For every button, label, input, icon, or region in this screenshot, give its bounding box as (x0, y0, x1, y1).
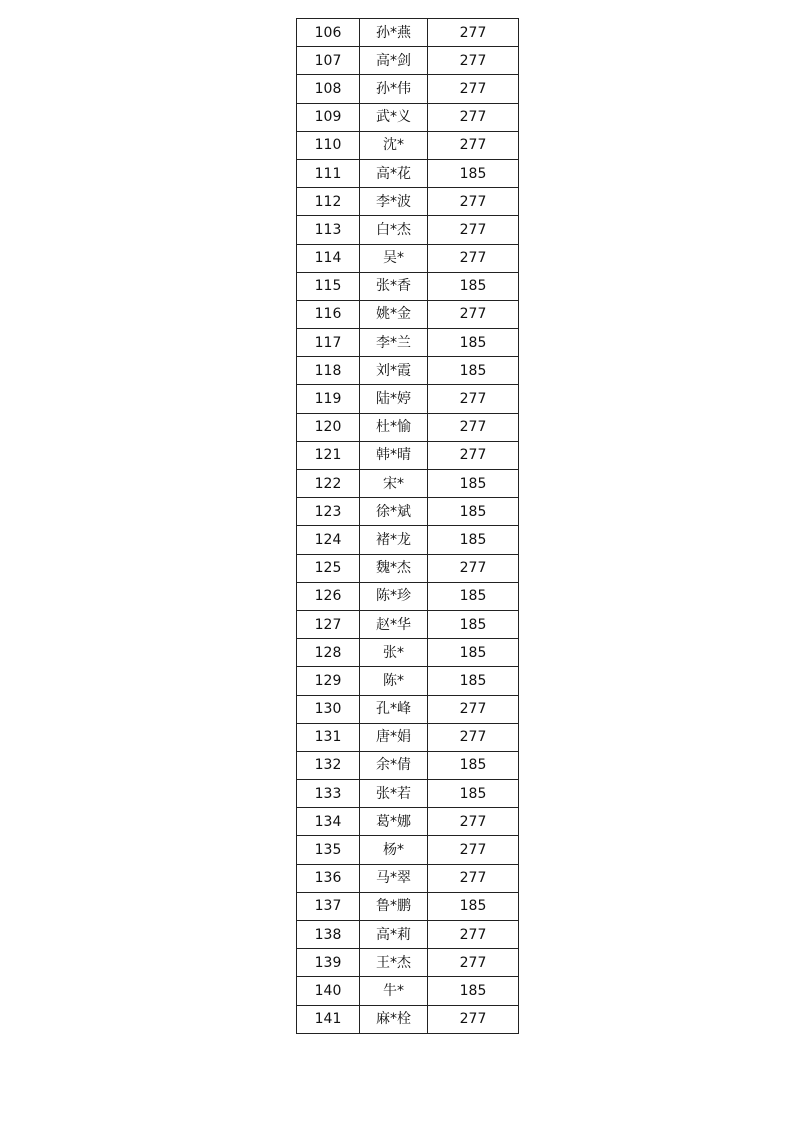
amount-cell: 277 (428, 103, 519, 131)
name-cell: 葛*娜 (360, 808, 428, 836)
table-row (297, 949, 519, 977)
amount-cell: 277 (428, 413, 519, 441)
amount-cell: 277 (428, 554, 519, 582)
row-number-cell: 135 (297, 836, 360, 864)
name-cell: 李*波 (360, 188, 428, 216)
row-number-cell: 109 (297, 103, 360, 131)
amount-cell: 185 (428, 329, 519, 357)
name-cell: 孙*伟 (360, 75, 428, 103)
row-number-cell: 108 (297, 75, 360, 103)
name-cell: 宋* (360, 470, 428, 498)
table-row (297, 695, 519, 723)
amount-cell: 185 (428, 470, 519, 498)
amount-cell: 277 (428, 47, 519, 75)
name-cell: 牛* (360, 977, 428, 1005)
name-cell: 唐*娟 (360, 723, 428, 751)
table-row (297, 610, 519, 638)
row-number-cell: 128 (297, 639, 360, 667)
table-row (297, 864, 519, 892)
table-row (297, 1005, 519, 1033)
amount-cell: 185 (428, 667, 519, 695)
amount-cell: 277 (428, 216, 519, 244)
name-cell: 张* (360, 639, 428, 667)
amount-cell: 185 (428, 159, 519, 187)
table-row (297, 244, 519, 272)
name-cell: 吴* (360, 244, 428, 272)
row-number-cell: 121 (297, 441, 360, 469)
amount-cell: 277 (428, 188, 519, 216)
name-cell: 张*若 (360, 780, 428, 808)
table-row (297, 413, 519, 441)
table-row (297, 216, 519, 244)
row-number-cell: 122 (297, 470, 360, 498)
row-number-cell: 134 (297, 808, 360, 836)
name-cell: 徐*斌 (360, 498, 428, 526)
table-row (297, 667, 519, 695)
name-cell: 陆*婷 (360, 385, 428, 413)
name-cell: 高*莉 (360, 921, 428, 949)
row-number-cell: 138 (297, 921, 360, 949)
name-cell: 鲁*鹏 (360, 892, 428, 920)
row-number-cell: 110 (297, 131, 360, 159)
table-row (297, 808, 519, 836)
row-number-cell: 123 (297, 498, 360, 526)
table-row (297, 892, 519, 920)
name-cell: 高*花 (360, 159, 428, 187)
row-number-cell: 130 (297, 695, 360, 723)
row-number-cell: 116 (297, 300, 360, 328)
table-row (297, 554, 519, 582)
row-number-cell: 140 (297, 977, 360, 1005)
roster-table (296, 18, 519, 1034)
amount-cell: 277 (428, 244, 519, 272)
name-cell: 高*剑 (360, 47, 428, 75)
roster-table-body (297, 19, 519, 1034)
row-number-cell: 119 (297, 385, 360, 413)
name-cell: 赵*华 (360, 610, 428, 638)
name-cell: 杨* (360, 836, 428, 864)
name-cell: 余*倩 (360, 751, 428, 779)
amount-cell: 277 (428, 695, 519, 723)
name-cell: 陈*珍 (360, 582, 428, 610)
row-number-cell: 114 (297, 244, 360, 272)
name-cell: 褚*龙 (360, 526, 428, 554)
name-cell: 武*义 (360, 103, 428, 131)
table-row (297, 921, 519, 949)
table-row (297, 526, 519, 554)
row-number-cell: 133 (297, 780, 360, 808)
table-row (297, 977, 519, 1005)
row-number-cell: 115 (297, 272, 360, 300)
amount-cell: 277 (428, 441, 519, 469)
row-number-cell: 129 (297, 667, 360, 695)
table-row (297, 639, 519, 667)
table-row (297, 47, 519, 75)
row-number-cell: 141 (297, 1005, 360, 1033)
row-number-cell: 132 (297, 751, 360, 779)
row-number-cell: 136 (297, 864, 360, 892)
row-number-cell: 126 (297, 582, 360, 610)
name-cell: 孙*燕 (360, 19, 428, 47)
table-row (297, 780, 519, 808)
row-number-cell: 139 (297, 949, 360, 977)
row-number-cell: 131 (297, 723, 360, 751)
row-number-cell: 125 (297, 554, 360, 582)
table-row (297, 582, 519, 610)
amount-cell: 185 (428, 780, 519, 808)
table-row (297, 300, 519, 328)
amount-cell: 185 (428, 357, 519, 385)
table-row (297, 498, 519, 526)
amount-cell: 277 (428, 864, 519, 892)
table-row (297, 131, 519, 159)
name-cell: 马*翠 (360, 864, 428, 892)
row-number-cell: 111 (297, 159, 360, 187)
row-number-cell: 127 (297, 610, 360, 638)
name-cell: 魏*杰 (360, 554, 428, 582)
table-row (297, 272, 519, 300)
amount-cell: 185 (428, 892, 519, 920)
amount-cell: 185 (428, 610, 519, 638)
row-number-cell: 107 (297, 47, 360, 75)
table-row (297, 159, 519, 187)
amount-cell: 277 (428, 385, 519, 413)
row-number-cell: 117 (297, 329, 360, 357)
name-cell: 孔*峰 (360, 695, 428, 723)
table-row (297, 723, 519, 751)
amount-cell: 185 (428, 272, 519, 300)
name-cell: 沈* (360, 131, 428, 159)
amount-cell: 277 (428, 921, 519, 949)
table-row (297, 836, 519, 864)
amount-cell: 185 (428, 526, 519, 554)
amount-cell: 277 (428, 75, 519, 103)
table-row (297, 103, 519, 131)
name-cell: 杜*愉 (360, 413, 428, 441)
amount-cell: 185 (428, 498, 519, 526)
table-row (297, 470, 519, 498)
name-cell: 陈* (360, 667, 428, 695)
table-row (297, 751, 519, 779)
table-row (297, 357, 519, 385)
name-cell: 王*杰 (360, 949, 428, 977)
amount-cell: 277 (428, 808, 519, 836)
row-number-cell: 112 (297, 188, 360, 216)
amount-cell: 277 (428, 949, 519, 977)
amount-cell: 277 (428, 723, 519, 751)
table-row (297, 385, 519, 413)
name-cell: 麻*栓 (360, 1005, 428, 1033)
amount-cell: 185 (428, 977, 519, 1005)
name-cell: 李*兰 (360, 329, 428, 357)
name-cell: 姚*金 (360, 300, 428, 328)
amount-cell: 277 (428, 131, 519, 159)
table-row (297, 441, 519, 469)
amount-cell: 277 (428, 1005, 519, 1033)
amount-cell: 185 (428, 751, 519, 779)
table-row (297, 19, 519, 47)
row-number-cell: 120 (297, 413, 360, 441)
table-row (297, 75, 519, 103)
amount-cell: 185 (428, 639, 519, 667)
name-cell: 白*杰 (360, 216, 428, 244)
name-cell: 张*香 (360, 272, 428, 300)
amount-cell: 277 (428, 836, 519, 864)
row-number-cell: 106 (297, 19, 360, 47)
row-number-cell: 113 (297, 216, 360, 244)
amount-cell: 277 (428, 300, 519, 328)
row-number-cell: 118 (297, 357, 360, 385)
row-number-cell: 124 (297, 526, 360, 554)
name-cell: 刘*霞 (360, 357, 428, 385)
row-number-cell: 137 (297, 892, 360, 920)
table-row (297, 188, 519, 216)
amount-cell: 185 (428, 582, 519, 610)
name-cell: 韩*晴 (360, 441, 428, 469)
amount-cell: 277 (428, 19, 519, 47)
table-row (297, 329, 519, 357)
